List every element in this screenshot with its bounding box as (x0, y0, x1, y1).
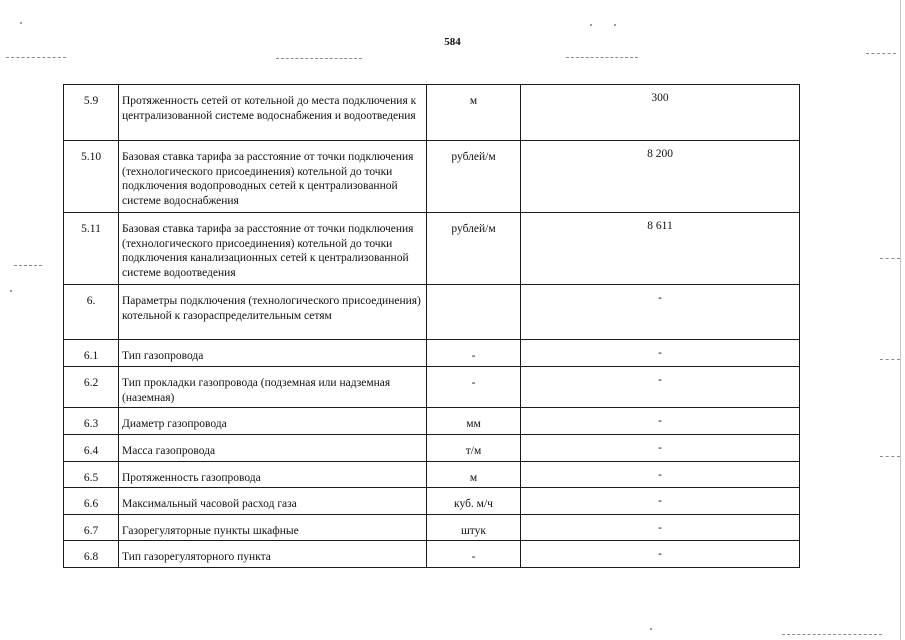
row-value-cell (521, 461, 800, 488)
table-row (64, 461, 800, 488)
row-description-cell (119, 488, 427, 515)
scan-dot-2 (590, 24, 592, 26)
page-number: 584 (444, 36, 461, 48)
row-description-cell (119, 367, 427, 408)
scan-dot-3 (614, 24, 616, 26)
row-unit-cell-text: м (469, 95, 478, 107)
row-number-cell (64, 408, 119, 435)
row-number-cell (64, 541, 119, 568)
scan-mark-top-left (6, 57, 66, 58)
row-description-cell-text: Диаметр газопровода (122, 418, 227, 430)
row-value-cell-text: - (658, 374, 662, 386)
row-unit-cell (427, 285, 521, 340)
table-row (64, 541, 800, 568)
row-unit-cell-text: м (469, 471, 478, 484)
row-value-cell-text: - (658, 347, 662, 359)
row-unit-cell-text: рублей/м (451, 151, 496, 163)
row-value-cell (521, 141, 800, 213)
row-unit-cell-text: штук (460, 524, 487, 537)
row-number-cell (64, 461, 119, 488)
row-unit-cell (427, 85, 521, 141)
table-body (64, 85, 800, 568)
scan-dot-4 (10, 290, 12, 292)
row-number-cell-text: 6.5 (83, 471, 99, 484)
row-value-cell (521, 514, 800, 541)
row-unit-cell-text: - (471, 350, 476, 362)
row-number-cell (64, 367, 119, 408)
row-value-cell (521, 340, 800, 367)
row-description-cell-text: Параметры подключения (технологического присоединения) котельной к газораспределительным сетям (122, 295, 421, 322)
row-value-cell-text: - (658, 495, 662, 507)
row-unit-cell (427, 461, 521, 488)
row-description-cell (119, 461, 427, 488)
row-number-cell (64, 435, 119, 462)
row-number-cell-text: 6.4 (83, 445, 99, 457)
row-value-cell (521, 541, 800, 568)
scan-mark-right-1 (880, 258, 900, 259)
scan-mark-top-center (276, 58, 362, 59)
row-number-cell-text: 5.10 (80, 151, 102, 163)
row-value-cell-text: - (658, 548, 662, 560)
row-unit-cell-text: рублей/м (451, 223, 496, 235)
row-unit-cell (427, 340, 521, 367)
row-description-cell-text: Базовая ставка тарифа за расстояние от точки подключения (технологического присоединения) котельной до точки подключения канализационных сетей к централизованной системе водоотведения (122, 223, 414, 279)
scan-mark-right-3 (880, 456, 900, 457)
row-description-cell (119, 541, 427, 568)
row-unit-cell (427, 367, 521, 408)
row-value-cell-text: - (658, 415, 662, 427)
parameters-table (63, 84, 800, 568)
row-description-cell (119, 285, 427, 340)
row-unit-cell (427, 213, 521, 285)
table-row (64, 488, 800, 515)
row-value-cell-text: - (658, 521, 662, 534)
row-number-cell (64, 340, 119, 367)
row-unit-cell (427, 488, 521, 515)
row-value-cell (521, 367, 800, 408)
row-description-cell-text: Базовая ставка тарифа за расстояние от точки подключения (технологического присоединения) котельной до точки подключения водопроводных сетей к централизованной системе водоснабжения (122, 151, 414, 207)
row-number-cell-text: 5.11 (81, 223, 101, 235)
scan-mark-left-1 (14, 265, 42, 266)
row-description-cell (119, 213, 427, 285)
row-value-cell (521, 213, 800, 285)
row-description-cell-text: Газорегуляторные пункты шкафные (122, 524, 299, 537)
row-number-cell-text: 6.7 (83, 524, 99, 537)
table-row (64, 408, 800, 435)
row-description-cell-text: Протяженность сетей от котельной до места подключения к централизованной системе водоснабжения и водоотведения (122, 95, 417, 122)
row-number-cell-text: 6. (86, 295, 96, 307)
row-unit-cell (427, 514, 521, 541)
row-number-cell-text: 6.2 (83, 377, 99, 389)
table-row (64, 340, 800, 367)
row-number-cell-text: 6.1 (83, 350, 99, 362)
scan-mark-top-right (566, 57, 638, 58)
row-description-cell (119, 85, 427, 141)
row-value-cell (521, 85, 800, 141)
row-description-cell-text: Тип газорегуляторного пункта (122, 551, 271, 563)
row-number-cell (64, 488, 119, 515)
row-unit-cell-text: куб. м/ч (454, 498, 493, 510)
scan-dot-1 (20, 22, 22, 24)
row-value-cell-text: - (658, 442, 662, 454)
row-description-cell (119, 141, 427, 213)
row-description-cell-text: Протяженность газопровода (122, 471, 261, 484)
row-unit-cell-text: - (471, 377, 476, 389)
table-row (64, 85, 800, 141)
row-description-cell (119, 435, 427, 462)
table-row (64, 213, 800, 285)
row-number-cell-text: 6.8 (83, 551, 99, 563)
row-description-cell-text: Тип газопровода (122, 350, 204, 362)
row-unit-cell-text: мм (466, 418, 481, 430)
row-description-cell (119, 340, 427, 367)
scan-dot-5 (650, 628, 652, 630)
row-unit-cell-text: т/м (465, 445, 482, 457)
row-value-cell (521, 408, 800, 435)
row-value-cell-text: - (658, 468, 662, 481)
table-row (64, 435, 800, 462)
row-description-cell-text: Максимальный часовой расход газа (122, 498, 297, 510)
scan-mark-bottom-right (782, 634, 882, 635)
row-number-cell-text: 5.9 (83, 95, 99, 107)
row-unit-cell (427, 408, 521, 435)
scan-mark-top-edge (866, 53, 896, 54)
row-unit-cell (427, 541, 521, 568)
row-value-cell (521, 285, 800, 340)
table-row (64, 367, 800, 408)
row-number-cell-text: 6.3 (83, 418, 99, 430)
row-number-cell (64, 285, 119, 340)
row-description-cell-text: Тип прокладки газопровода (подземная или надземная (наземная) (122, 377, 391, 404)
row-value-cell-text: 300 (651, 92, 669, 104)
row-value-cell-text: 8 200 (647, 148, 673, 160)
table-row (64, 285, 800, 340)
row-number-cell (64, 85, 119, 141)
row-number-cell (64, 213, 119, 285)
row-unit-cell (427, 435, 521, 462)
table-row (64, 514, 800, 541)
row-description-cell (119, 408, 427, 435)
row-description-cell-text: Масса газопровода (122, 445, 216, 457)
table-row (64, 141, 800, 213)
row-unit-cell-text: - (471, 551, 476, 563)
row-unit-cell (427, 141, 521, 213)
row-value-cell-text: - (658, 292, 662, 304)
row-value-cell (521, 435, 800, 462)
row-number-cell (64, 141, 119, 213)
row-value-cell (521, 488, 800, 515)
row-description-cell (119, 514, 427, 541)
row-number-cell-text: 6.6 (83, 498, 99, 510)
scan-edge-right (900, 0, 901, 640)
row-number-cell (64, 514, 119, 541)
row-value-cell-text: 8 611 (647, 220, 673, 232)
scan-mark-right-2 (880, 359, 900, 360)
